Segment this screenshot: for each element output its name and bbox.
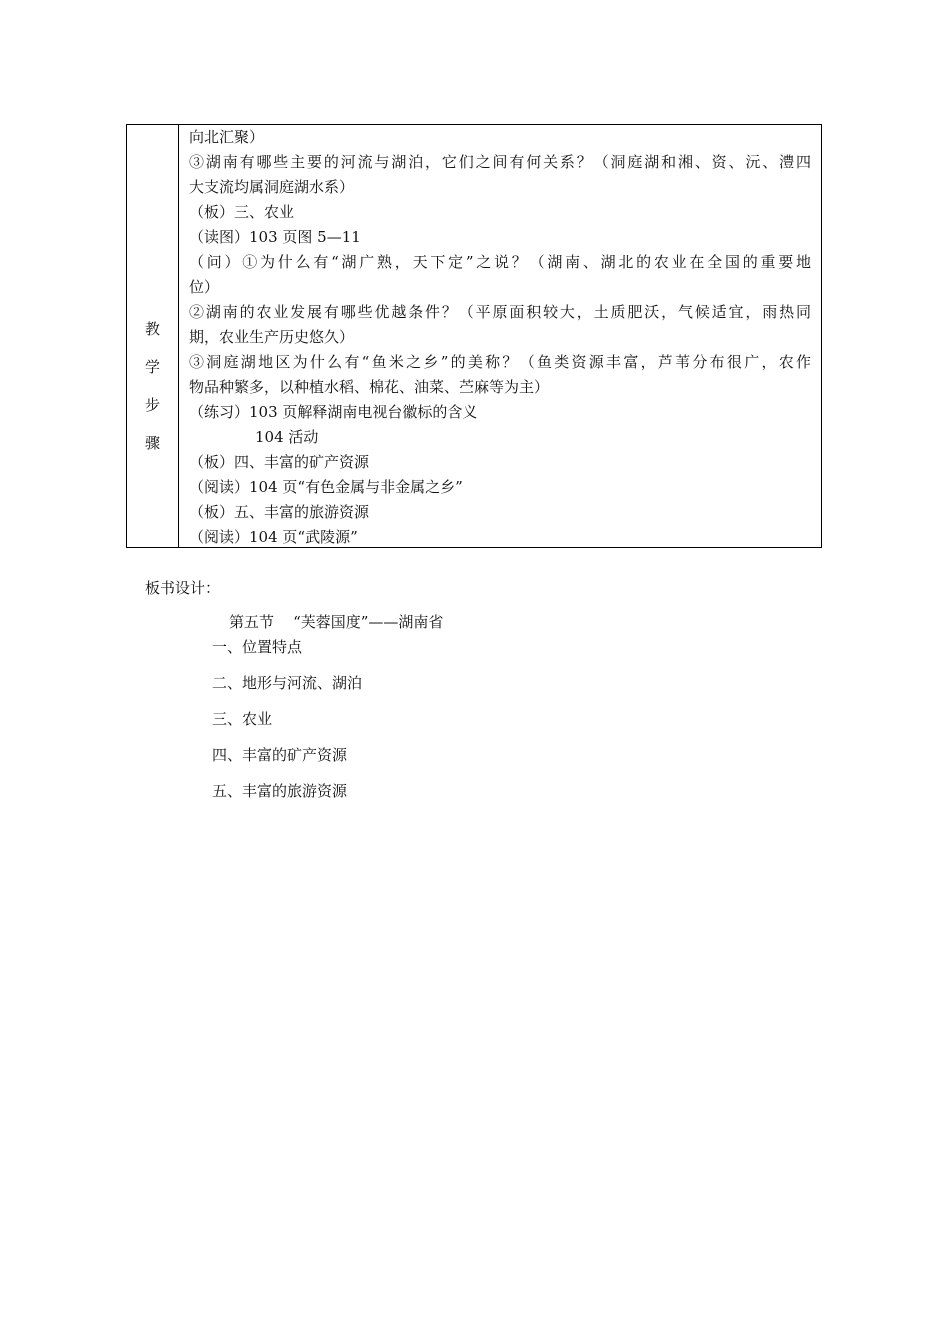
content-line-15: （阅读）104 页“有色金属与非金属之乡” — [189, 478, 463, 496]
content-line-2: ③湖南有哪些主要的河流与湖泊，它们之间有何关系？（洞庭湖和湘、资、沅、澧四 — [189, 153, 811, 171]
label-char-3: 步 — [144, 396, 160, 414]
label-char-2: 学 — [144, 358, 160, 376]
content-line-6: （问）①为什么有“湖广熟，天下定”之说？（湖南、湖北的农业在全国的重要地 — [189, 253, 811, 271]
content-line-9: 期，农业生产历史悠久） — [189, 328, 355, 346]
board-item-3: 三、农业 — [212, 710, 273, 728]
board-title — [229, 612, 443, 632]
content-line-14: （板）四、丰富的矿产资源 — [189, 453, 370, 471]
board-item-2: 二、地形与河流、湖泊 — [212, 674, 363, 692]
content-line-7: 位） — [189, 278, 220, 296]
board-design-heading: 板书设计： — [145, 579, 221, 597]
teaching-steps-label-cell — [127, 125, 179, 547]
content-line-3: 大支流均属洞庭湖水系） — [189, 178, 355, 196]
board-item-4: 四、丰富的矿产资源 — [212, 746, 348, 764]
content-line-4: （板）三、农业 — [189, 203, 295, 221]
content-line-11: 物品种繁多，以种植水稻、棉花、油菜、苎麻等为主） — [189, 378, 550, 396]
board-item-5: 五、丰富的旅游资源 — [212, 782, 348, 800]
label-char-1: 教 — [144, 320, 160, 338]
content-line-17: （阅读）104 页“武陵源” — [189, 528, 358, 546]
teaching-steps-content-cell — [179, 125, 821, 547]
content-line-16: （板）五、丰富的旅游资源 — [189, 503, 370, 521]
content-line-8: ②湖南的农业发展有哪些优越条件？（平原面积较大，土质肥沃，气候适宜，雨热同 — [189, 303, 811, 321]
label-char-4: 骤 — [144, 434, 160, 452]
board-title-section: 第五节 — [229, 613, 275, 631]
content-line-5: （读图）103 页图 5—11 — [189, 228, 361, 246]
content-line-1: 向北汇聚） — [189, 128, 265, 146]
board-item-1: 一、位置特点 — [212, 638, 303, 656]
content-line-12: （练习）103 页解释湖南电视台徽标的含义 — [189, 403, 478, 421]
content-line-13: 104 活动 — [255, 428, 319, 446]
board-title-main: “芙蓉国度”——湖南省 — [293, 613, 444, 631]
lesson-steps-table — [126, 124, 822, 548]
content-line-10: ③洞庭湖地区为什么有“鱼米之乡”的美称？（鱼类资源丰富，芦苇分布很广，农作 — [189, 353, 811, 371]
